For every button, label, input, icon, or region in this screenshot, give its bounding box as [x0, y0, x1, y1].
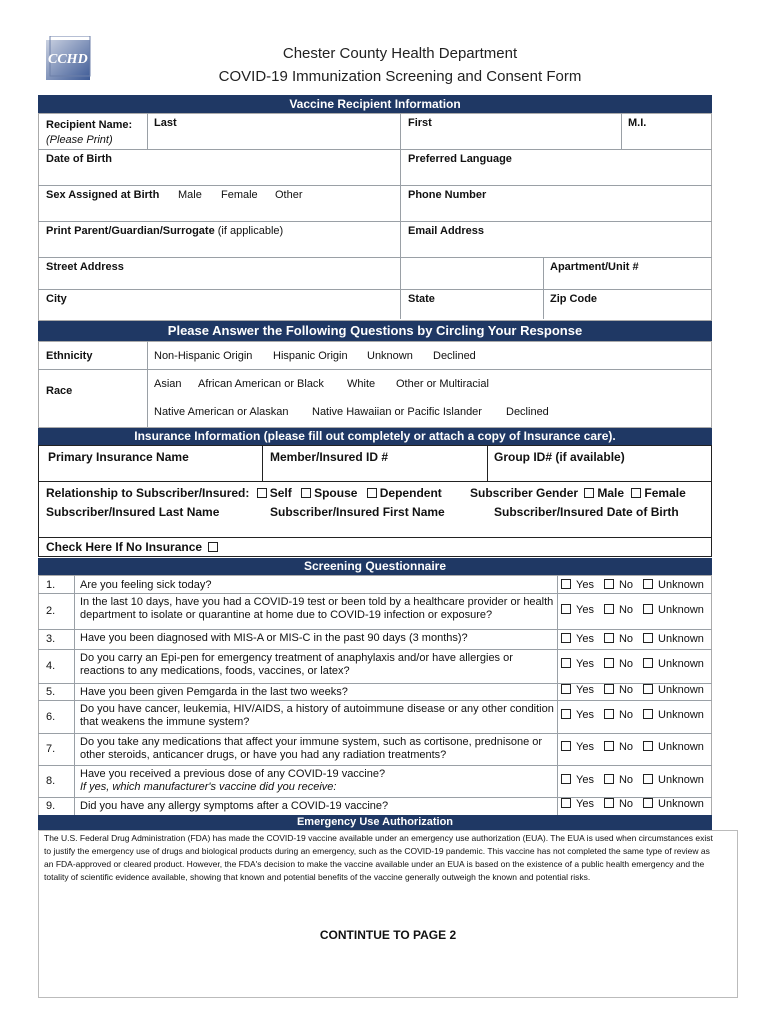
- question-number: 3.: [46, 633, 56, 645]
- guardian-label: Print Parent/Guardian/Surrogate: [46, 225, 215, 237]
- race-asian[interactable]: Asian: [154, 378, 182, 390]
- answer-unknown-checkbox[interactable]: [643, 633, 653, 643]
- relationship-row: [46, 487, 442, 500]
- question-number: 4.: [46, 660, 56, 672]
- answer-yes-checkbox[interactable]: [561, 604, 571, 614]
- zip-field[interactable]: Zip Code: [550, 293, 598, 305]
- race-african-american[interactable]: African American or Black: [198, 378, 324, 390]
- screening-section-bar: Screening Questionnaire: [38, 558, 712, 575]
- question-text: [80, 632, 558, 645]
- question-subtext: If yes, which manufacturer's vaccine did you receive:: [80, 781, 337, 793]
- answer-yes-label: Yes: [576, 774, 594, 786]
- dependent-checkbox[interactable]: [367, 488, 377, 498]
- answer-no-label: No: [618, 604, 634, 616]
- answer-unknown-checkbox[interactable]: [643, 604, 653, 614]
- answer-no-label: No: [618, 684, 634, 696]
- gender-female-label: Female: [644, 486, 686, 500]
- subscriber-gender-label: Subscriber Gender: [470, 486, 579, 500]
- state-field[interactable]: State: [408, 293, 435, 305]
- ethnicity-non-hispanic[interactable]: Non-Hispanic Origin: [154, 350, 253, 362]
- answer-options: [561, 658, 714, 670]
- answer-unknown-label: Unknown: [658, 709, 704, 721]
- spouse-option-label: Spouse: [314, 486, 358, 500]
- answer-no-label: No: [618, 798, 634, 810]
- title-line-1: Chester County Health Department: [282, 45, 518, 62]
- answer-unknown-label: Unknown: [658, 684, 704, 696]
- question-text-main: In the last 10 days, have you had a COVID-19 test or been told by a healthcare provider or health department to isolate or quarantine at home due to COVID-19 infection or exposure?: [80, 596, 554, 621]
- street-field[interactable]: Street Address: [46, 261, 124, 273]
- dob-field[interactable]: Date of Birth: [46, 153, 112, 165]
- member-id-field[interactable]: Member/Insured ID #: [270, 450, 389, 464]
- question-number: 9.: [46, 800, 56, 812]
- sex-label: Sex Assigned at Birth: [46, 189, 160, 201]
- question-text-main: Do you have cancer, leukemia, HIV/AIDS, a history of autoimmune disease or any other condition that weakens the immune system?: [80, 703, 554, 728]
- answer-no-label: No: [618, 579, 634, 591]
- recipient-name-hint: (Please Print): [46, 134, 113, 146]
- question-number: 7.: [46, 743, 56, 755]
- guardian-note: (if applicable): [217, 225, 284, 237]
- question-text-main: Have you been given Pemgarda in the last two weeks?: [80, 686, 348, 698]
- gender-female-checkbox[interactable]: [631, 488, 641, 498]
- race-native-hawaiian[interactable]: Native Hawaiian or Pacific Islander: [312, 406, 482, 418]
- answer-options: [561, 798, 714, 810]
- race-other[interactable]: Other or Multiracial: [396, 378, 489, 390]
- question-text: [80, 736, 558, 762]
- question-text-main: Have you been diagnosed with MIS-A or MIS-C in the past 90 days (3 months)?: [80, 632, 468, 644]
- sex-option-female[interactable]: Female: [221, 189, 258, 201]
- self-option-label: Self: [269, 486, 292, 500]
- answer-yes-label: Yes: [576, 604, 594, 616]
- answer-unknown-label: Unknown: [658, 798, 704, 810]
- answer-yes-checkbox[interactable]: [561, 658, 571, 668]
- race-white[interactable]: White: [347, 378, 376, 390]
- answer-no-label: No: [618, 774, 634, 786]
- answer-no-checkbox[interactable]: [604, 741, 614, 751]
- city-field[interactable]: City: [46, 293, 67, 305]
- subscriber-dob-field[interactable]: Subscriber/Insured Date of Birth: [494, 505, 679, 519]
- question-number: 8.: [46, 775, 56, 787]
- answer-yes-checkbox[interactable]: [561, 709, 571, 719]
- group-id-field[interactable]: Group ID# (if available): [494, 450, 625, 464]
- ethnicity-unknown[interactable]: Unknown: [367, 350, 413, 362]
- subscriber-first-name-field[interactable]: Subscriber/Insured First Name: [270, 505, 445, 519]
- answer-options: [561, 709, 714, 721]
- relationship-label: Relationship to Subscriber/Insured:: [46, 486, 250, 500]
- answer-no-label: No: [618, 633, 634, 645]
- question-number: 2.: [46, 605, 56, 617]
- answer-yes-label: Yes: [576, 709, 594, 721]
- answer-yes-checkbox[interactable]: [561, 774, 571, 784]
- answer-options: [561, 774, 714, 786]
- question-text-main: Have you received a previous dose of any COVID-19 vaccine?: [80, 768, 386, 780]
- question-text: [80, 768, 558, 794]
- question-text-main: Do you carry an Epi-pen for emergency treatment of anaphylaxis and/or have allergies or reactions to any medications, foods, vaccines, or latex?: [80, 652, 513, 677]
- phone-field[interactable]: Phone Number: [408, 189, 487, 201]
- sex-option-male[interactable]: Male: [178, 189, 202, 201]
- answer-options: [561, 741, 714, 753]
- race-label: Race: [46, 385, 73, 397]
- recipient-section-bar: Vaccine Recipient Information: [38, 95, 712, 113]
- answer-unknown-label: Unknown: [658, 633, 704, 645]
- answer-unknown-label: Unknown: [658, 579, 704, 591]
- answer-no-checkbox[interactable]: [604, 604, 614, 614]
- answer-yes-checkbox[interactable]: [561, 633, 571, 643]
- gender-male-label: Male: [597, 486, 625, 500]
- answer-unknown-checkbox[interactable]: [643, 579, 653, 589]
- ethnicity-hispanic[interactable]: Hispanic Origin: [273, 350, 348, 362]
- preferred-language-field[interactable]: Preferred Language: [408, 153, 512, 165]
- gender-male-checkbox[interactable]: [584, 488, 594, 498]
- question-text: [80, 800, 558, 813]
- answer-no-label: No: [618, 709, 634, 721]
- answer-unknown-label: Unknown: [658, 658, 704, 670]
- question-text-main: Are you feeling sick today?: [80, 579, 212, 591]
- first-name-field[interactable]: First: [408, 117, 432, 129]
- answer-yes-label: Yes: [576, 579, 594, 591]
- answer-no-checkbox[interactable]: [604, 658, 614, 668]
- cchd-logo: [40, 36, 94, 82]
- answer-unknown-checkbox[interactable]: [643, 774, 653, 784]
- title-line-2: COVID-19 Immunization Screening and Consent Form: [218, 68, 582, 85]
- question-text: [80, 686, 558, 699]
- no-insurance-row: [46, 541, 221, 554]
- question-number: 6.: [46, 711, 56, 723]
- guardian-field[interactable]: [46, 225, 283, 238]
- middle-initial-field[interactable]: M.I.: [628, 117, 647, 129]
- answer-yes-checkbox[interactable]: [561, 798, 571, 808]
- answer-options: [561, 604, 714, 616]
- answer-unknown-label: Unknown: [658, 604, 704, 616]
- answer-options: [561, 684, 714, 696]
- answer-no-checkbox[interactable]: [604, 709, 614, 719]
- self-checkbox[interactable]: [257, 488, 267, 498]
- ethnicity-declined[interactable]: Declined: [433, 350, 476, 362]
- answer-options: [561, 579, 714, 591]
- questions-section-bar: Please Answer the Following Questions by Circling Your Response: [38, 321, 712, 341]
- question-text-main: Do you take any medications that affect your immune system, such as cortisone, prednisone or other steroids, anticancer drugs, or have you had any radiation treatments?: [80, 736, 543, 761]
- primary-insurance-field[interactable]: Primary Insurance Name: [48, 450, 189, 464]
- answer-unknown-checkbox[interactable]: [643, 741, 653, 751]
- email-field[interactable]: Email Address: [408, 225, 485, 237]
- answer-unknown-label: Unknown: [658, 741, 704, 753]
- insurance-section-bar: Insurance Information (please fill out completely or attach a copy of Insurance care).: [38, 428, 712, 445]
- question-text: [80, 596, 558, 622]
- answer-yes-checkbox[interactable]: [561, 579, 571, 589]
- answer-unknown-checkbox[interactable]: [643, 684, 653, 694]
- answer-unknown-checkbox[interactable]: [643, 798, 653, 808]
- race-native-american[interactable]: Native American or Alaskan: [154, 406, 289, 418]
- logo-text: CCHD: [48, 52, 88, 67]
- answer-yes-checkbox[interactable]: [561, 741, 571, 751]
- no-insurance-checkbox[interactable]: [208, 542, 218, 552]
- answer-yes-label: Yes: [576, 658, 594, 670]
- apartment-field[interactable]: Apartment/Unit #: [550, 261, 639, 273]
- question-text: [80, 579, 558, 592]
- recipient-name-label: Recipient Name:: [46, 119, 133, 131]
- answer-yes-label: Yes: [576, 798, 594, 810]
- ethnicity-label: Ethnicity: [46, 350, 93, 362]
- answer-unknown-label: Unknown: [658, 774, 704, 786]
- answer-no-checkbox[interactable]: [604, 579, 614, 589]
- answer-unknown-checkbox[interactable]: [643, 658, 653, 668]
- last-name-field[interactable]: Last: [154, 117, 177, 129]
- question-text-main: Did you have any allergy symptoms after a COVID-19 vaccine?: [80, 800, 389, 812]
- answer-yes-label: Yes: [576, 741, 594, 753]
- answer-yes-label: Yes: [576, 684, 594, 696]
- page-title: [200, 42, 600, 88]
- answer-yes-label: Yes: [576, 633, 594, 645]
- race-declined[interactable]: Declined: [506, 406, 549, 418]
- subscriber-gender-row: [470, 487, 686, 500]
- dependent-option-label: Dependent: [379, 486, 442, 500]
- answer-no-label: No: [618, 741, 634, 753]
- answer-no-checkbox[interactable]: [604, 684, 614, 694]
- answer-options: [561, 633, 714, 645]
- eua-text: The U.S. Federal Drug Administration (FDA) has made the COVID-19 vaccine available under an emergency use authorization (EUA). The EUA is used when circumstances exist to justify the emergency use of drugs and biological products during an emergency, such as the COVID-19 pandemic. This vaccine has not completed the same type of review as an FDA-approved or cleared product. However, the FDA's decision to make the vaccine available under an EUA is based on the existence of a public health emergency and the totality of scientific evidence available, showing that known and potential benefits of the vaccine generally outweigh the known and potential risks.: [44, 833, 713, 882]
- question-text: [80, 703, 558, 729]
- question-number: 5.: [46, 686, 56, 698]
- answer-yes-checkbox[interactable]: [561, 684, 571, 694]
- no-insurance-label: Check Here If No Insurance: [46, 540, 203, 554]
- subscriber-last-name-field[interactable]: Subscriber/Insured Last Name: [46, 505, 220, 519]
- spouse-checkbox[interactable]: [301, 488, 311, 498]
- answer-no-checkbox[interactable]: [604, 798, 614, 808]
- answer-no-checkbox[interactable]: [604, 633, 614, 643]
- answer-no-label: No: [618, 658, 634, 670]
- eua-section-bar: Emergency Use Authorization: [38, 815, 712, 830]
- answer-unknown-checkbox[interactable]: [643, 709, 653, 719]
- question-number: 1.: [46, 579, 56, 591]
- question-text: [80, 652, 558, 678]
- continue-to-page-2: CONTINTUE TO PAGE 2: [319, 928, 457, 942]
- answer-no-checkbox[interactable]: [604, 774, 614, 784]
- sex-option-other[interactable]: Other: [275, 189, 303, 201]
